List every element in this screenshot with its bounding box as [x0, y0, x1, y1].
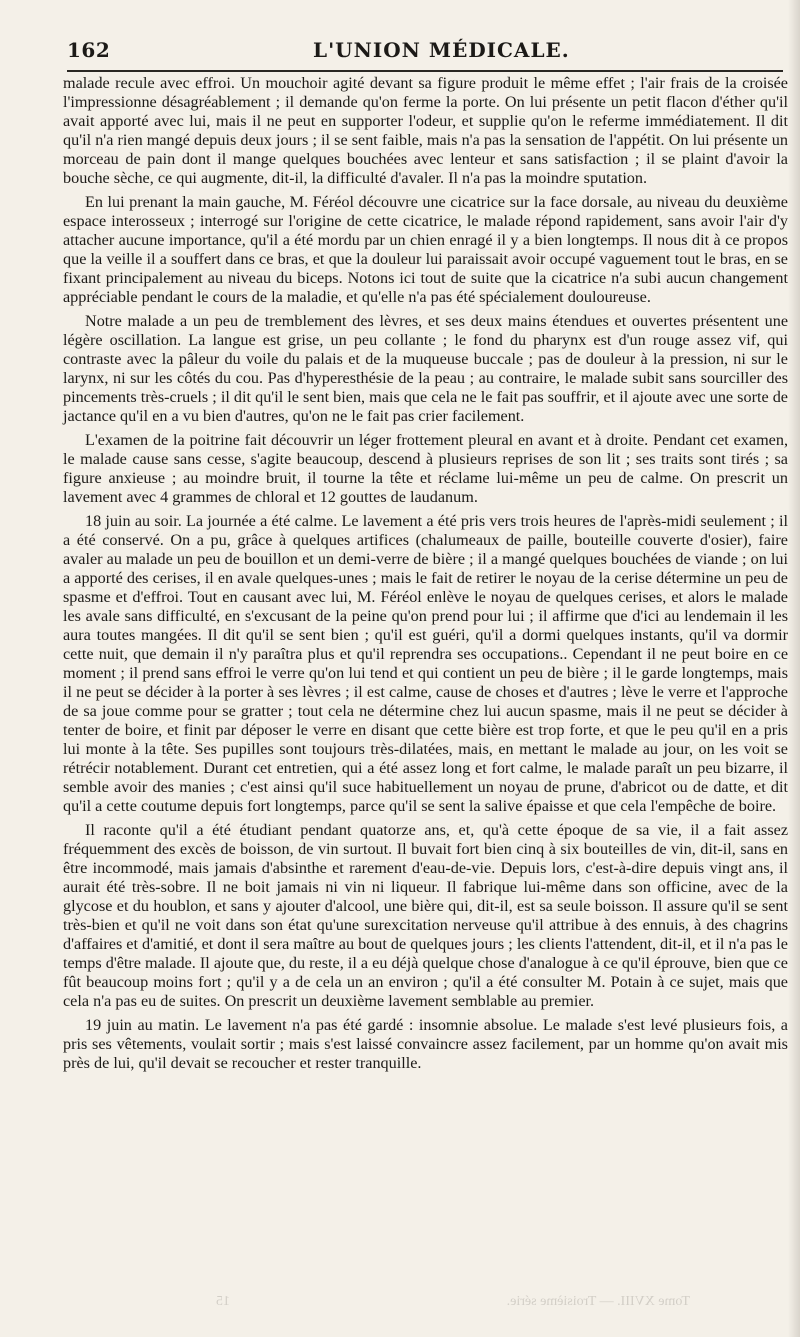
footer-sheet-number: 15: [216, 1294, 230, 1309]
paragraph-7: 19 juin au matin. Le lavement n'a pas été gardé : insomnie absolue. Le malade s'est levé plusieurs fois, a pris ses vêtements, voulait sortir ; mais s'est laissé convaincre assez facilement, par un homme qu'on avait mis près de lui, qu'il devait se recoucher et rester tranquille.: [63, 1016, 788, 1072]
page-edge-shadow: [788, 0, 800, 1337]
paragraph-5: 18 juin au soir. La journée a été calme. Le lavement a été pris vers trois heures de l'après-midi seulement ; il a été conservé. On a pu, grâce à quelques artifices (chalumeaux de paille, bouteille couverte d'osier), faire avaler au malade un peu de bouillon et un demi-verre de bière ; il a mangé quelques bouchées de viande ; on lui a apporté des cerises, il en avale quelques-unes ; mais le fait de retirer le noyau de la cerise détermine un peu de spasme et d'effroi. Tout en causant avec lui, M. Féréol enlève le noyau de quelques cerises, et alors le malade les avale sans difficulté, en s'excusant de la peine qu'on prend pour lui ; il affirme que d'ici au lendemain il les aura toutes mangées. Il dit qu'il se sent bien ; qu'il est guéri, qu'il a dormi quelques instants, qu'il va dormir cette nuit, que demain il n'y paraîtra plus et qu'il reprendra ses occupations.. Cependant il ne peut boire en ce moment ; il prend sans effroi le verre qu'on lui tend et qui contient un peu de bière ; il le garde longtemps, mais il ne peut se décider à la porter à ses lèvres ; il est calme, cause de choses et d'autres ; lève le verre et l'approche de sa joue comme pour se gratter ; tout cela ne détermine chez lui aucun spasme, mais il ne peut se décider à tenter de boire, et finit par déposer le verre en disant que cette bière est trop forte, et que le peu qu'il en a pris lui monte à la tête. Ses pupilles sont toujours très-dilatées, mais, en mettant le malade au jour, on les voit se rétrécir notablement. Durant cet entretien, qui a été assez long et fort calme, le malade paraît un peu bizarre, il semble avoir des manies ; c'est ainsi qu'il suce habituellement un noyau de prune, d'abricot ou de datte, et dit qu'il a cette coutume depuis fort longtemps, parce qu'il se sent la salive épaisse et que cela l'empêche de boire.: [63, 512, 788, 815]
article-body: [63, 74, 788, 1078]
footer-volume: Tome XVIII. — Troisième série.: [506, 1294, 690, 1309]
bleed-through-footer: [0, 1286, 800, 1326]
journal-title: L'UNION MÉDICALE.: [313, 38, 570, 62]
paragraph-1: malade recule avec effroi. Un mouchoir agité devant sa figure produit le même effet ; l'air frais de la croisée l'impressionne désagréablement ; il demande qu'on ferme la porte. On lui présente un petit flacon d'éther qu'il avait apporté avec lui, mais il ne peut en supporter l'odeur, et supplie qu'on le referme immédiatement. Il dit qu'il n'a rien mangé depuis deux jours ; il se sent faible, mais n'a pas la sensation de l'appétit. On lui présente un morceau de pain dont il mange quelques bouchées avec lenteur et sans satisfaction ; il se plaint d'avoir la bouche sèche, ce qui augmente, dit-il, la difficulté d'avaler. Il n'a pas la moindre sputation.: [63, 74, 788, 187]
paragraph-3: Notre malade a un peu de tremblement des lèvres, et ses deux mains étendues et ouvertes présentent une légère oscillation. La langue est grise, un peu collante ; le fond du pharynx est d'un rouge assez vif, qui contraste avec la pâleur du voile du palais et de la muqueuse buccale ; pas de douleur à la pression, ni sur le larynx, ni sur les côtés du cou. Pas d'hyperesthésie de la peau ; au contraire, le malade subit sans sourciller des pincements très-cruels ; il dit qu'il le sent bien, mais que cela ne le fait pas souffrir, et il ajoute avec une sorte de jactance qu'il en a vu bien d'autres, qu'on ne le fait pas crier facilement.: [63, 312, 788, 425]
paragraph-2: En lui prenant la main gauche, M. Féréol découvre une cicatrice sur la face dorsale, au niveau du deuxième espace interosseux ; interrogé sur l'origine de cette cicatrice, le malade répond rapidement, sans avoir l'air d'y attacher aucune importance, qu'il a été mordu par un chien enragé il y a bien longtemps. Il nous dit à ce propos que la veille il a souffert dans ce bras, et que la douleur lui paraissait avoir occupé vaguement tout le bras, en se fixant principalement au niveau du biceps. Notons ici tout de suite que la cicatrice n'a subi aucun changement appréciable pendant le cours de la maladie, et qu'elle n'a pas été spécialement douloureuse.: [63, 193, 788, 306]
paragraph-6: Il raconte qu'il a été étudiant pendant quatorze ans, et, qu'à cette époque de sa vie, il a fait assez fréquemment des excès de boisson, de vin surtout. Il buvait fort bien cinq à six bouteilles de vin, dit-il, sans en être incommodé, mais jamais d'absinthe et rarement d'eau-de-vie. Depuis lors, c'est-à-dire depuis vingt ans, il aurait été très-sobre. Il ne boit jamais ni vin ni liqueur. Il fabrique lui-même dans son officine, avec de la glycose et du houblon, et sans y ajouter d'alcool, une bière qui, dit-il, est sa seule boisson. Il assure qu'il se sent très-bien et qu'il ne voit dans son état qu'une surexcitation nerveuse qu'il attribue à des ennuis, à des chagrins d'affaires et d'amitié, et dont il sera maître au bout de quelques jours ; les clients l'attendent, dit-il, et il n'a pas le temps d'être malade. Il ajoute que, du reste, il a eu déjà quelque chose d'analogue à ce qu'il éprouve, bien que ce fût beaucoup moins fort ; qu'il y a de cela un an environ ; qu'il a été consulter M. Potain à ce sujet, mais que cela n'a pas eu de suites. On prescrit un deuxième lavement semblable au premier.: [63, 821, 788, 1010]
header-rule: [67, 70, 783, 72]
page-header: [67, 38, 787, 62]
paragraph-4: L'examen de la poitrine fait découvrir un léger frottement pleural en avant et à droite. Pendant cet examen, le malade cause sans cesse, s'agite beaucoup, descend à plusieurs reprises de son lit ; ses traits sont tirés ; sa figure anxieuse ; au moindre bruit, il tourne la tête et réclame lui-même un peu de calme. On prescrit un lavement avec 4 grammes de chloral et 12 gouttes de laudanum.: [63, 431, 788, 506]
page-number: 162: [67, 38, 111, 62]
